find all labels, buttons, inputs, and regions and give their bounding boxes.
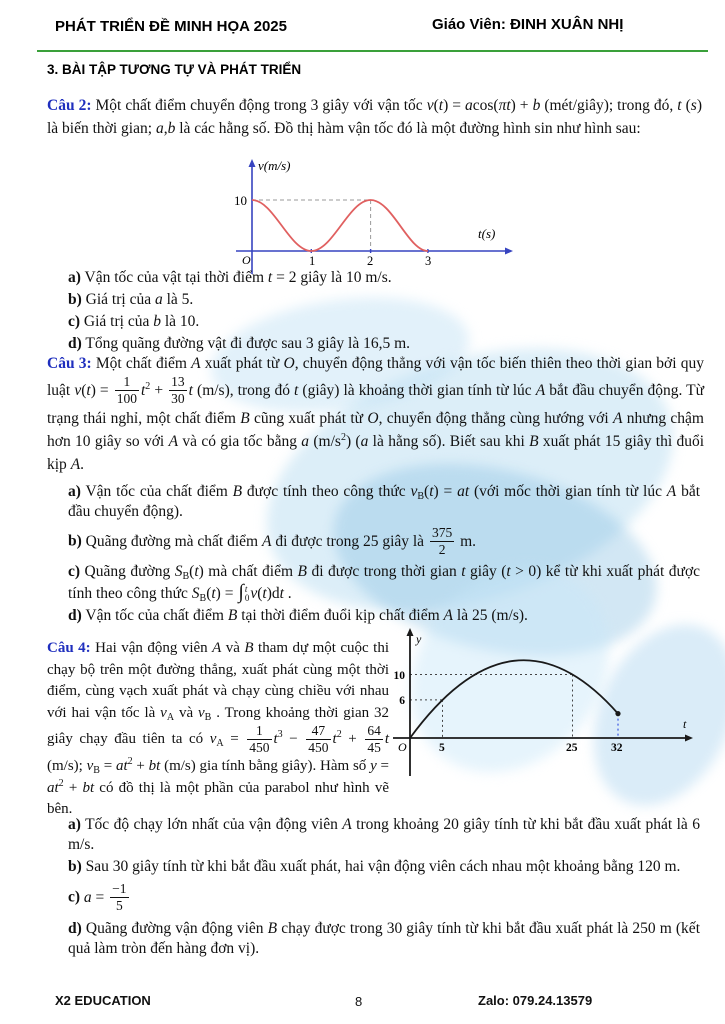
footer-contact: Zalo: 079.24.13579 [478, 993, 593, 1008]
option-d-text: Quãng đường vận động viên B chạy được trong 30 giây tính từ khi bắt đầu xuất phát là 250 m (kết quả làm tròn đến hàng đơn vị). [68, 920, 700, 958]
option-d-label: d) [68, 920, 82, 938]
teacher-name: Giáo Viên: ĐINH XUÂN NHỊ [432, 16, 624, 33]
question-2-text: Một chất điểm chuyển động trong 3 giây với vận tốc v(t) = acos(πt) + b (mét/giây); trong đó, t (s) là biến thời gian; a,b là các hằng số. Đồ thị hàm vận tốc đó là một đường hình sin như hình sau: [47, 97, 702, 137]
option-d-text: Vận tốc của chất điểm B tại thời điểm đuổi kịp chất điểm A là 25 (m/s). [85, 607, 528, 625]
option-c [68, 312, 698, 332]
y-axis-arrow-icon [249, 159, 256, 167]
page-number: 8 [355, 994, 363, 1009]
xtick-1-label: 1 [309, 254, 316, 268]
option-b [68, 857, 700, 877]
option-a-label: a) [68, 269, 81, 286]
ytick-10-label: 10 [393, 670, 405, 682]
option-d [68, 919, 700, 959]
option-a-text: Tốc độ chạy lớn nhất của vận động viên A trong khoảng 20 giây tính từ khi bắt đầu xuất phát là 6 m/s. [68, 816, 700, 853]
option-d [68, 606, 700, 626]
option-b-label: b) [68, 858, 82, 875]
option-d-label: d) [68, 335, 82, 352]
option-a-label: a) [68, 483, 81, 500]
question-3-text: Một chất điểm A xuất phát từ O, chuyển động thẳng với vận tốc biến thiên theo thời gian bởi quy luật v(t) = $\frac{1}{100}$ $t^2$ + $\frac{13}{30}$ t (m/s), trong đó t (giây) là khoảng thời gian tính từ lúc A bắt đầu chuyển động. Từ trạng thái nghỉ, một chất điểm B cũng xuất phát từ O, chuyển động thẳng cùng hướng với A nhưng chậm hơn 10 giây so với A và có gia tốc bằng a $(m/s^2)$ (a là hằng số). Biết sau khi B xuất phát 15 giây thì đuổi kịp A. [47, 355, 705, 474]
y-axis-label: v(m/s) [258, 158, 291, 173]
header-divider [37, 50, 708, 52]
parabola-curve [410, 660, 618, 738]
option-c-label: c) [68, 313, 81, 330]
question-4-body [47, 638, 389, 821]
option-d [68, 334, 698, 354]
option-a-text: Vận tốc của vật tại thời điểm t = 2 giây là 10 m/s. [84, 269, 392, 286]
option-b [68, 526, 700, 558]
curve-endpoint [615, 711, 620, 716]
footer-brand: X2 EDUCATION [55, 993, 151, 1008]
question-3-label: Câu 3: [47, 355, 92, 372]
option-d-text: Tổng quãng đường vật đi được sau 3 giây là 16,5 m. [85, 335, 411, 352]
figure-parabola-graph [385, 628, 700, 780]
option-c [68, 562, 700, 604]
x-axis-label: t(s) [478, 226, 496, 241]
xtick-5-label: 5 [439, 742, 445, 754]
section-heading: 3. BÀI TẬP TƯƠNG TỰ VÀ PHÁT TRIỂN [47, 62, 302, 77]
option-c [68, 882, 700, 914]
origin-label: O [398, 740, 407, 754]
option-b-label: b) [68, 532, 82, 550]
x-axis-label: t [683, 717, 687, 731]
question-4-text: Hai vận động viên A và B tham dự một cuộc thi chạy bộ trên một đường thẳng, xuất phát cùng một thời điểm, cùng vạch xuất phát và chạy cùng chiều với nhau với hai vận tốc là $v_A$ và $v_B$ . Trong khoảng thời gian 32 giây chạy đầu tiên ta có $v_A$ = $\frac{1}{450}$ $t^3$ − $\frac{47}{450}$ $t^2$ + $\frac{64}{45}$ t (m/s); $v_B = at^2$ + bt (m/s) gia tính bằng giây). Hàm số $y = at^2$ + bt có đồ thị là một phần của parabol như hình vẽ bên. [47, 640, 390, 818]
option-c-text: Giá trị của b là 10. [83, 313, 200, 330]
y-axis-arrow-icon [407, 628, 414, 636]
question-2-options [68, 268, 698, 356]
origin-label: O [242, 253, 251, 267]
option-b-text: Giá trị của a là 5. [85, 291, 194, 308]
x-axis-arrow-icon [505, 248, 513, 255]
option-c-label: c) [68, 888, 81, 906]
xtick-3-label: 3 [425, 254, 432, 268]
figure-velocity-sine-graph [228, 158, 518, 276]
xtick-32-label: 32 [611, 742, 623, 754]
ytick-6-label: 6 [399, 695, 405, 707]
option-d-label: d) [68, 607, 82, 625]
question-3-body [47, 352, 704, 476]
option-a [68, 815, 700, 855]
xtick-25-label: 25 [566, 742, 578, 754]
velocity-curve [252, 200, 428, 251]
option-b-text: Sau 30 giây tính từ khi bắt đầu xuất phát, hai vận động viên cách nhau một khoảng bằng 120 m. [85, 858, 681, 875]
option-b-text: Quãng đường mà chất điểm A đi được trong 25 giây là $\frac{375}{2}$ m. [85, 525, 476, 557]
ytick-10-label: 10 [234, 193, 247, 208]
x-axis-arrow-icon [685, 735, 693, 742]
option-c-text: Quãng đường $S_B(t)$ mà chất điểm B đi được trong thời gian t giây (t > 0) kể từ khi xuất phát được tính theo công thức $S_B(t)$ = ∫ t 0 v(t)dt . [68, 563, 701, 605]
option-a-text: Vận tốc của chất điểm B được tính theo công thức $v_B(t)$ = at (với mốc thời gian tính từ lúc A bắt đầu chuyển động). [68, 483, 701, 520]
option-c-text: a = $\frac{-1}{5}$ [83, 881, 127, 913]
question-2-label: Câu 2: [47, 97, 92, 114]
option-a-label: a) [68, 816, 81, 833]
question-2-body [47, 94, 702, 140]
option-a [68, 482, 700, 522]
option-c-label: c) [68, 563, 81, 581]
option-a [68, 268, 698, 288]
document-title: PHÁT TRIỂN ĐỀ MINH HỌA 2025 [55, 18, 287, 35]
xtick-2-label: 2 [367, 254, 374, 268]
question-3-options [68, 482, 700, 628]
option-b-label: b) [68, 291, 82, 308]
option-b [68, 290, 698, 310]
question-4-label: Câu 4: [47, 640, 91, 656]
question-4-options [68, 815, 700, 961]
y-axis-label: y [416, 632, 422, 646]
